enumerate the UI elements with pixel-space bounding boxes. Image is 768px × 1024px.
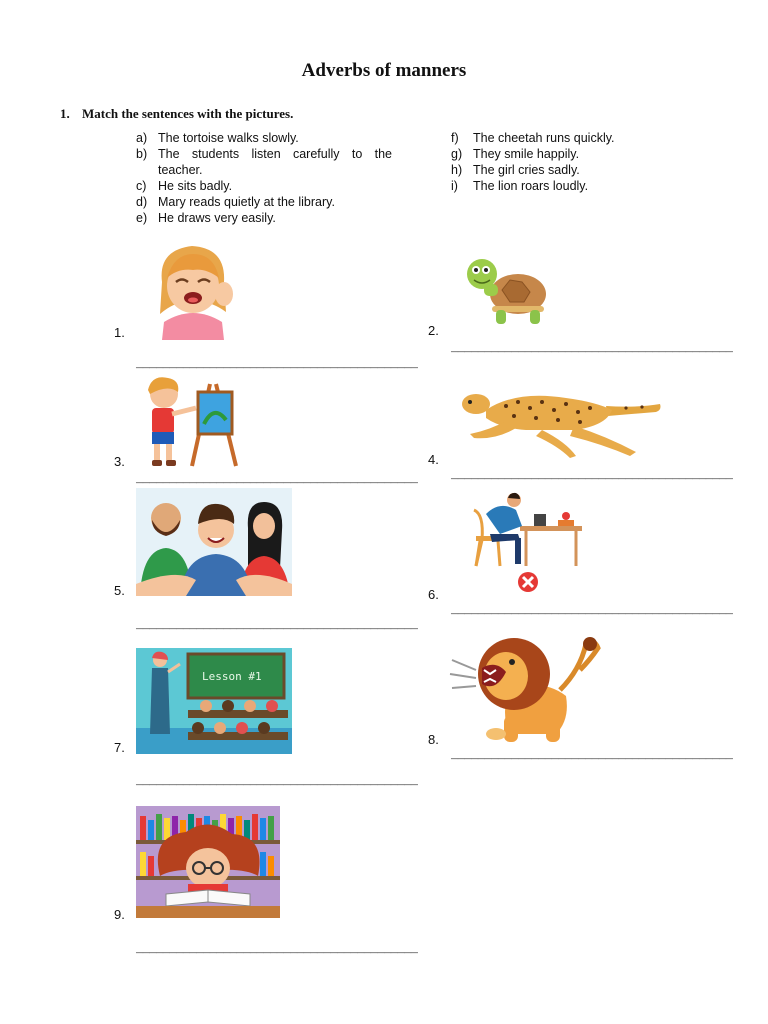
sentence-text: They smile happily. [473,147,580,161]
answer-line-6: __________________________________________ [451,603,733,617]
sentence-text: The lion roars loudly. [473,179,589,193]
sentence-text: He sits badly. [158,179,233,193]
sentence-a [136,130,392,146]
sentence-text-continued: teacher. [158,163,203,177]
tortoise-picture [462,256,550,326]
sentence-list-right [451,130,691,194]
man-sitting-badly-picture [470,490,586,594]
cheetah-running-picture [456,380,666,460]
sentence-letter: b) [136,147,148,161]
sentence-d [136,194,392,210]
sentence-text: The tortoise walks slowly. [158,131,299,145]
sentence-letter: f) [451,131,459,145]
classroom-picture [136,648,292,754]
crying-girl-picture [150,242,236,340]
sentence-letter: e) [136,211,148,225]
sentence-letter: i) [451,179,458,193]
sentence-list-left [136,130,392,226]
sentence-text: Mary reads quietly at the library. [158,195,335,209]
sentence-c [136,178,392,194]
sentence-letter: a) [136,131,148,145]
smiling-friends-picture [136,488,292,596]
answer-line-2: __________________________________________ [451,341,733,355]
roaring-lion-picture [450,630,602,746]
item-number-8: 8. [428,732,439,747]
item-number-4: 4. [428,452,439,467]
sentence-f [451,130,691,146]
answer-line-8: __________________________________________ [451,748,733,762]
sentence-text: He draws very easily. [158,211,276,225]
instruction-number: 1. [60,106,70,121]
boy-painting-picture [136,374,240,468]
item-number-3: 3. [114,454,125,469]
sentence-e [136,210,392,226]
item-number-9: 9. [114,907,125,922]
answer-line-1: __________________________________________ [136,357,418,371]
item-number-2: 2. [428,323,439,338]
sentence-letter: g) [451,147,463,161]
item-number-5: 5. [114,583,125,598]
sentence-letter: d) [136,195,148,209]
answer-line-7: __________________________________________ [136,774,418,788]
sentence-letter: h) [451,163,463,177]
page-title: Adverbs of manners [301,60,467,81]
sentence-text: The students listen carefully to the [158,147,392,161]
sentence-h [451,162,691,178]
instruction [60,106,293,122]
sentence-b-continued [136,162,392,178]
sentence-g [451,146,691,162]
answer-line-3: __________________________________________ [136,472,418,486]
item-number-1: 1. [114,325,125,340]
sentence-i [451,178,691,194]
sentence-letter: c) [136,179,147,193]
chalkboard-writing: Lesson #1 [202,670,262,683]
answer-line-9: __________________________________________ [136,942,418,956]
sentence-text: The girl cries sadly. [473,163,580,177]
answer-line-5: __________________________________________ [136,618,418,632]
girl-reading-library-picture [136,806,280,918]
item-number-7: 7. [114,740,125,755]
sentence-text: The cheetah runs quickly. [473,131,615,145]
sentence-b [136,146,392,162]
answer-line-4: __________________________________________ [451,468,733,482]
item-number-6: 6. [428,587,439,602]
instruction-text: Match the sentences with the pictures. [82,106,294,121]
